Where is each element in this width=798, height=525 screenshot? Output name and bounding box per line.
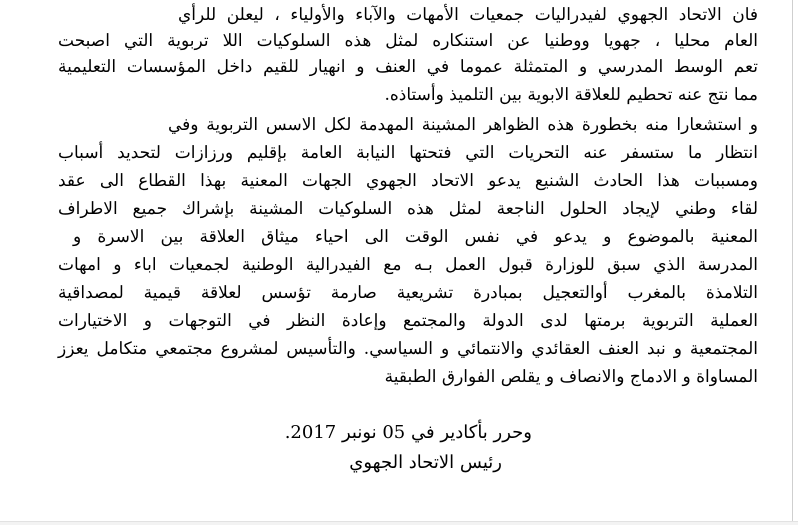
signature-date-line: وحرر بأكادير في 05 نونبر 2017. xyxy=(284,422,532,443)
signature-title-line: رئيس الاتحاد الجهوي xyxy=(349,452,502,473)
text-line-9: المعنية بالموضوع و يدعو في نفس الوقت الى احياء ميثاق العلاقة بين الاسرة و xyxy=(73,227,758,247)
text-line-10: المدرسة الذي سبق للوزارة قبول العمل بـه مع الفيدرالية الوطنية لجمعيات اباء و امهات xyxy=(58,255,758,275)
text-line-4: مما نتج عنه تحطيم للعلاقة الابوية بين التلميذ وأستاذه. xyxy=(384,85,758,105)
text-line-12: العملية التربوية برمتها لدى الدولة والمجتمع وإعادة النظر في التوجهات و الاختيارات xyxy=(58,311,758,331)
text-line-3: تعم الوسط المدرسي و المتمثلة عموما في العنف و انهيار للقيم داخل المؤسسات التعليمية xyxy=(58,57,758,77)
text-line-6: انتظار ما ستسفر عنه التحريات التي فتحتها النيابة العامة بإقليم ورزازات لتحديد أسباب xyxy=(58,143,758,163)
page-edge-bottom xyxy=(0,521,798,525)
text-line-11: التلامذة بالمغرب أوالتعجيل بمبادرة تشريعية صارمة تؤسس لعلاقة قيمية لمصداقية xyxy=(58,283,758,303)
text-line-2: العام محليا ، جهويا ووطنيا عن استنكاره لمثل هذه السلوكيات اللا تربوية التي اصبحت xyxy=(58,31,758,51)
text-line-1: فان الاتحاد الجهوي لفيدراليات جمعيات الأمهات والآباء والأولياء ، ليعلن للرأي xyxy=(178,5,758,25)
text-line-7: ومسببات هذا الحادث الشنيع يدعو الاتحاد الجهوي الجهات المعنية بهذا القطاع الى عقد xyxy=(58,171,758,191)
text-line-13: المجتمعية و نبد العنف العقائدي والانتمائي و السياسي. والتأسيس لمشروع مجتمعي متكامل يعزز xyxy=(58,339,758,359)
text-line-14: المساواة و الادماج والانصاف و يقلص الفوارق الطبقية xyxy=(384,367,758,387)
text-line-8: لقاء وطني لإيجاد الحلول الناجعة لمثل هذه السلوكيات المشينة بإشراك جميع الاطراف xyxy=(58,199,758,219)
text-line-5: و استشعارا منه بخطورة هذه الظواهر المشينة المهدمة لكل الاسس التربوية وفي xyxy=(168,115,759,135)
page-edge-right xyxy=(792,0,798,525)
